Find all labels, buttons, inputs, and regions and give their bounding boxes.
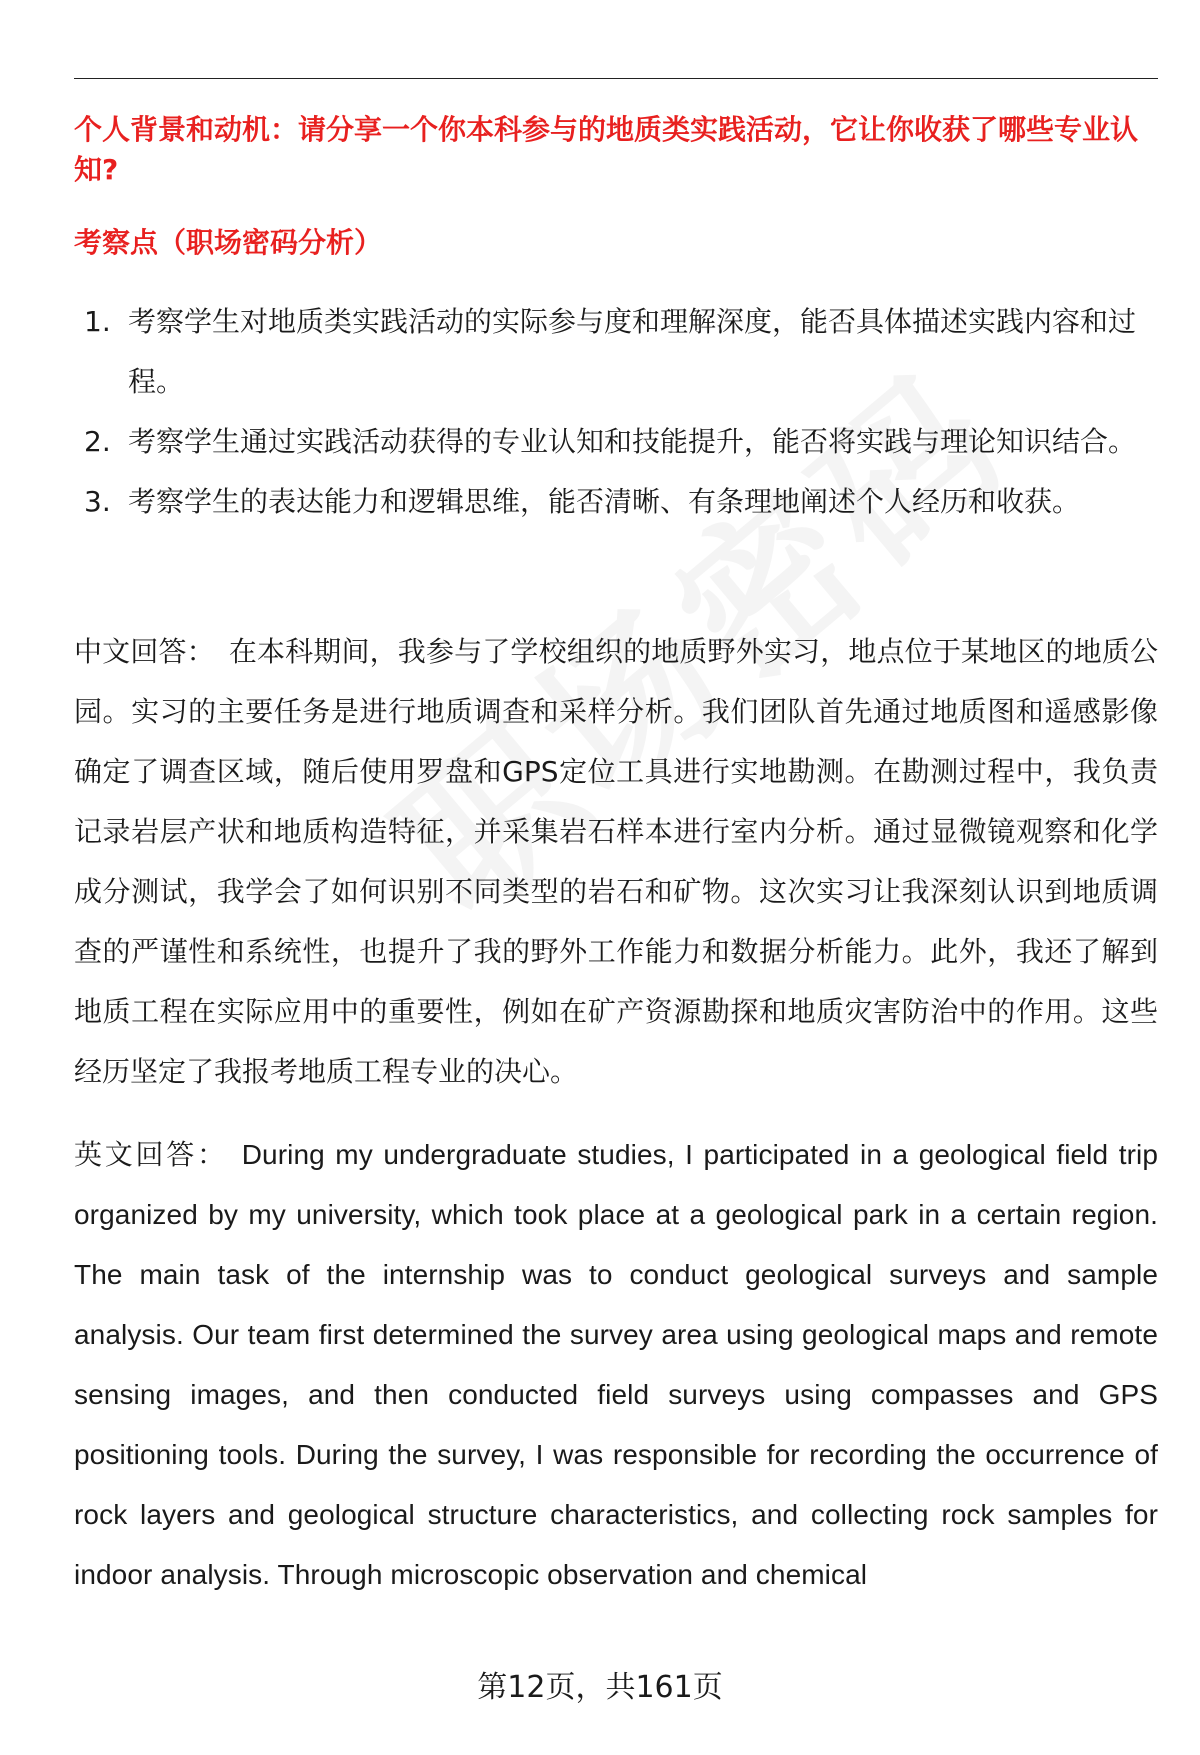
page-footer: 第12页，共161页	[477, 1670, 723, 1705]
points-list	[74, 292, 1158, 532]
point-text: 考察学生对地质类实践活动的实际参与度和理解深度，能否具体描述实践内容和过程。	[128, 305, 1137, 398]
point-item	[74, 292, 1158, 412]
header-rule	[74, 78, 1158, 79]
answer-english-text: During my undergraduate studies, I participated in a geological field trip organized by my university, which took place at a geological park in a certain region. The main task of the internship was to conduct geological surveys and sample analysis. Our team first determined the survey area using geological maps and remote sensing images, and then conducted field surveys using compasses and GPS positioning tools. During the survey, I was responsible for recording the occurrence of rock layers and geological structure characteristics, and collecting rock samples for indoor analysis. Through microscopic observation and chemical	[74, 1139, 1158, 1590]
answer-english	[74, 1125, 1158, 1605]
answer-chinese	[74, 622, 1158, 1102]
point-number: 1.	[84, 305, 111, 338]
point-item	[74, 412, 1158, 472]
point-text: 考察学生通过实践活动获得的专业认知和技能提升，能否将实践与理论知识结合。	[128, 425, 1137, 458]
point-item	[74, 472, 1158, 532]
point-number: 3.	[84, 485, 111, 518]
answer-chinese-label: 中文回答：	[74, 635, 215, 668]
answer-english-label: 英文回答：	[74, 1139, 228, 1170]
answer-chinese-text: 在本科期间，我参与了学校组织的地质野外实习，地点位于某地区的地质公园。实习的主要任务是进行地质调查和采样分析。我们团队首先通过地质图和遥感影像确定了调查区域，随后使用罗盘和GPS定位工具进行实地勘测。在勘测过程中，我负责记录岩层产状和地质构造特征，并采集岩石样本进行室内分析。通过显微镜观察和化学成分测试，我学会了如何识别不同类型的岩石和矿物。这次实习让我深刻认识到地质调查的严谨性和系统性，也提升了我的野外工作能力和数据分析能力。此外，我还了解到地质工程在实际应用中的重要性，例如在矿产资源勘探和地质灾害防治中的作用。这些经历坚定了我报考地质工程专业的决心。	[74, 635, 1158, 1088]
point-text: 考察学生的表达能力和逻辑思维，能否清晰、有条理地阐述个人经历和收获。	[128, 485, 1081, 518]
point-number: 2.	[84, 425, 111, 458]
question-heading: 个人背景和动机：请分享一个你本科参与的地质类实践活动，它让你收获了哪些专业认知?	[74, 113, 1139, 186]
points-heading: 考察点（职场密码分析）	[74, 226, 383, 259]
